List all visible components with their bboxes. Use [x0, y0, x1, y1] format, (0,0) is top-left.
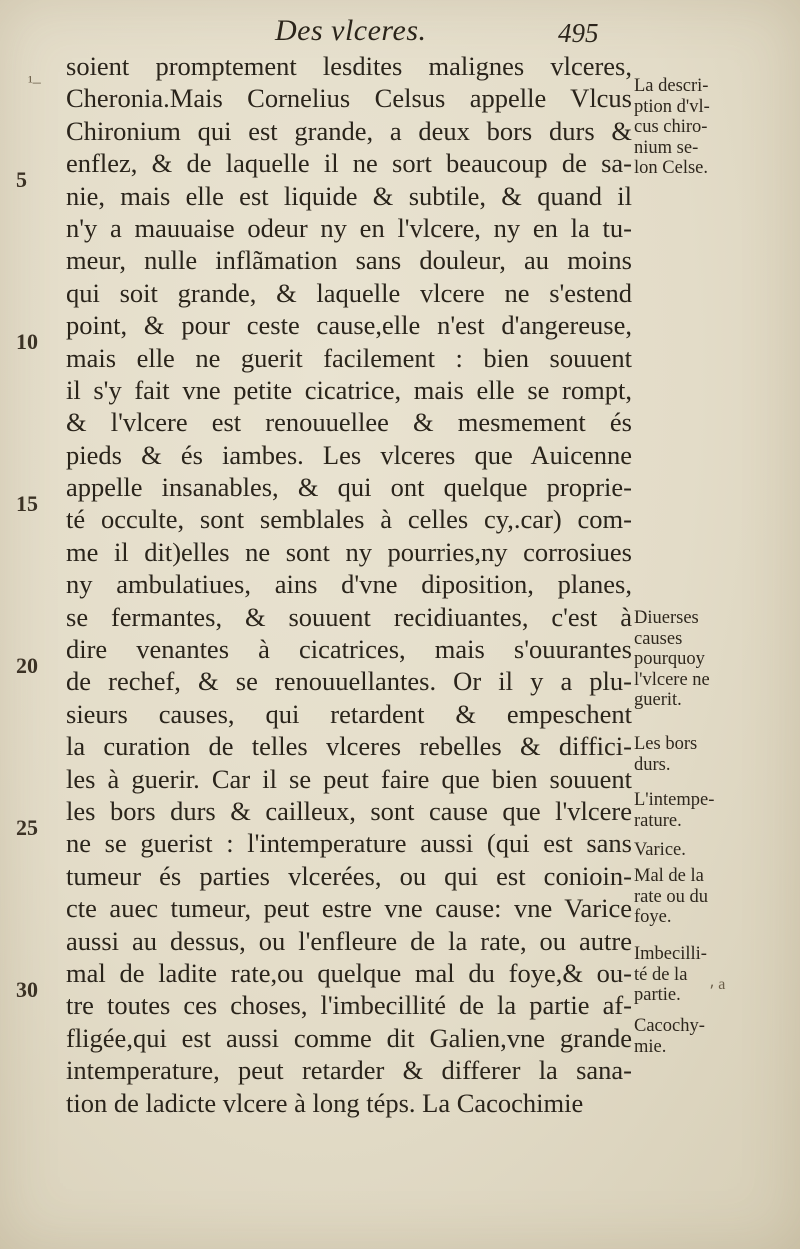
text-line: il s'y fait vne petite cicatrice, mais elle se rompt,	[66, 374, 632, 405]
marginal-line: foye.	[634, 907, 672, 927]
marginal-line: Mal de la	[634, 866, 704, 886]
marginal-note-causes	[634, 608, 794, 711]
marginal-line: Cacochy-	[634, 1016, 705, 1036]
text-line: me il dit)elles ne sont ny pourries,ny corrosiues	[66, 536, 632, 567]
text-line: Chironium qui est grande, a deux bors durs &	[66, 115, 632, 146]
text-line: mal de ladite rate,ou quelque mal du foye,& ou-	[66, 957, 632, 988]
marginal-line: causes	[634, 628, 683, 649]
stray-mark: ⸴ a	[710, 976, 726, 993]
text-line: pieds & és iambes. Les vlceres que Auicenne	[66, 439, 632, 470]
text-line: ny ambulatiues, ains d'vne diposition, planes,	[66, 569, 632, 600]
text-line: se fermantes, & souuent recidiuantes, c'est à	[66, 601, 632, 632]
line-number: 30	[16, 977, 38, 1002]
running-head	[0, 10, 800, 54]
marginal-note-bors	[634, 734, 794, 775]
marginal-note-cacochymie	[634, 1016, 794, 1057]
marginal-line: pourquoy	[634, 649, 705, 669]
marginal-line: La descri-	[634, 76, 709, 96]
text-line: point, & pour ceste cause,elle n'est d'angereuse,	[66, 310, 632, 341]
text-line: meur, nulle inflãmation sans douleur, au moins	[66, 245, 632, 276]
text-line: té occulte, sont semblales à celles cy,.car) com-	[66, 504, 632, 535]
marginal-note-rate	[634, 866, 794, 928]
marginal-line: ption d'vl-	[634, 96, 710, 117]
stray-mark: ¹‒	[28, 74, 41, 91]
marginal-line: l'vlcere ne	[634, 669, 710, 690]
running-head-title: Des vlceres.	[275, 14, 427, 47]
line-number: 15	[16, 491, 38, 516]
marginal-line: guerit.	[634, 690, 682, 710]
text-line: sieurs causes, qui retardent & empeschent	[66, 698, 632, 729]
marginal-line: L'intempe-	[634, 790, 715, 810]
marginal-note-celsus	[634, 76, 794, 179]
text-line: de rechef, & se renouuellantes. Or il y a plu-	[66, 666, 632, 697]
text-line: fligée,qui est aussi comme dit Galien,vne grande	[66, 1022, 632, 1053]
marginal-line: Imbecilli-	[634, 944, 707, 964]
text-line: cte auec tumeur, peut estre vne cause: vne Varice	[66, 893, 632, 924]
line-number: 25	[16, 815, 38, 840]
text-line: la curation de telles vlceres rebelles & diffici-	[66, 731, 632, 762]
text-line: aussi au dessus, ou l'enfleure de la rate, ou autre	[66, 925, 632, 956]
text-line: tion de ladicte vlcere à long téps. La Cacochimie	[66, 1087, 584, 1118]
marginal-line: rate ou du	[634, 886, 708, 907]
marginal-line: Diuerses	[634, 608, 699, 628]
marginal-line: lon Celse.	[634, 158, 708, 178]
text-line: dire venantes à cicatrices, mais s'ouurantes	[66, 634, 632, 665]
text-line: ne se guerist : l'intemperature aussi (qui est sans	[66, 828, 632, 859]
text-line: les à guerir. Car il se peut faire que bien souuent	[66, 763, 632, 794]
text-line: appelle insanables, & qui ont quelque proprie-	[66, 472, 632, 503]
line-number: 20	[16, 653, 38, 678]
marginal-line: té de la	[634, 964, 688, 985]
text-line: intemperature, peut retarder & differer la sana-	[66, 1055, 632, 1086]
text-line: tre toutes ces choses, l'imbecillité de la partie af-	[66, 990, 632, 1021]
text-line: nie, mais elle est liquide & subtile, & quand il	[66, 180, 632, 211]
marginal-line: mie.	[634, 1036, 667, 1057]
text-line: mais elle ne guerit facilement : bien souuent	[66, 342, 632, 373]
page-number: 495	[558, 18, 599, 48]
text-line: enflez, & de laquelle il ne sort beaucoup de sa-	[66, 148, 632, 179]
marginal-line: Varice.	[634, 840, 686, 860]
marginal-note-varice	[634, 840, 794, 861]
text-line: qui soit grande, & laquelle vlcere ne s'estend	[66, 277, 632, 308]
marginal-line: nium se-	[634, 137, 699, 158]
text-line: tumeur és parties vlcerées, ou qui est conioin-	[66, 860, 632, 891]
marginal-line: rature.	[634, 810, 682, 831]
text-line: & l'vlcere est renouuellee & mesmement és	[66, 407, 632, 438]
marginal-note-intemperature	[634, 790, 794, 831]
marginal-line: durs.	[634, 754, 671, 775]
marginal-line: cus chiro-	[634, 117, 708, 137]
text-line: soient promptement lesdites malignes vlceres,	[66, 51, 632, 81]
marginal-line: partie.	[634, 985, 681, 1005]
text-line: Cheronia.Mais Cornelius Celsus appelle Vlcus	[66, 83, 632, 114]
main-text-block	[66, 50, 632, 1119]
line-number: 5	[16, 167, 27, 192]
text-line: les bors durs & cailleux, sont cause que l'vlcere	[66, 795, 632, 826]
marginal-line: Les bors	[634, 734, 698, 754]
line-number: 10	[16, 329, 38, 354]
text-line: n'y a mauuaise odeur ny en l'vlcere, ny en la tu-	[66, 212, 632, 243]
